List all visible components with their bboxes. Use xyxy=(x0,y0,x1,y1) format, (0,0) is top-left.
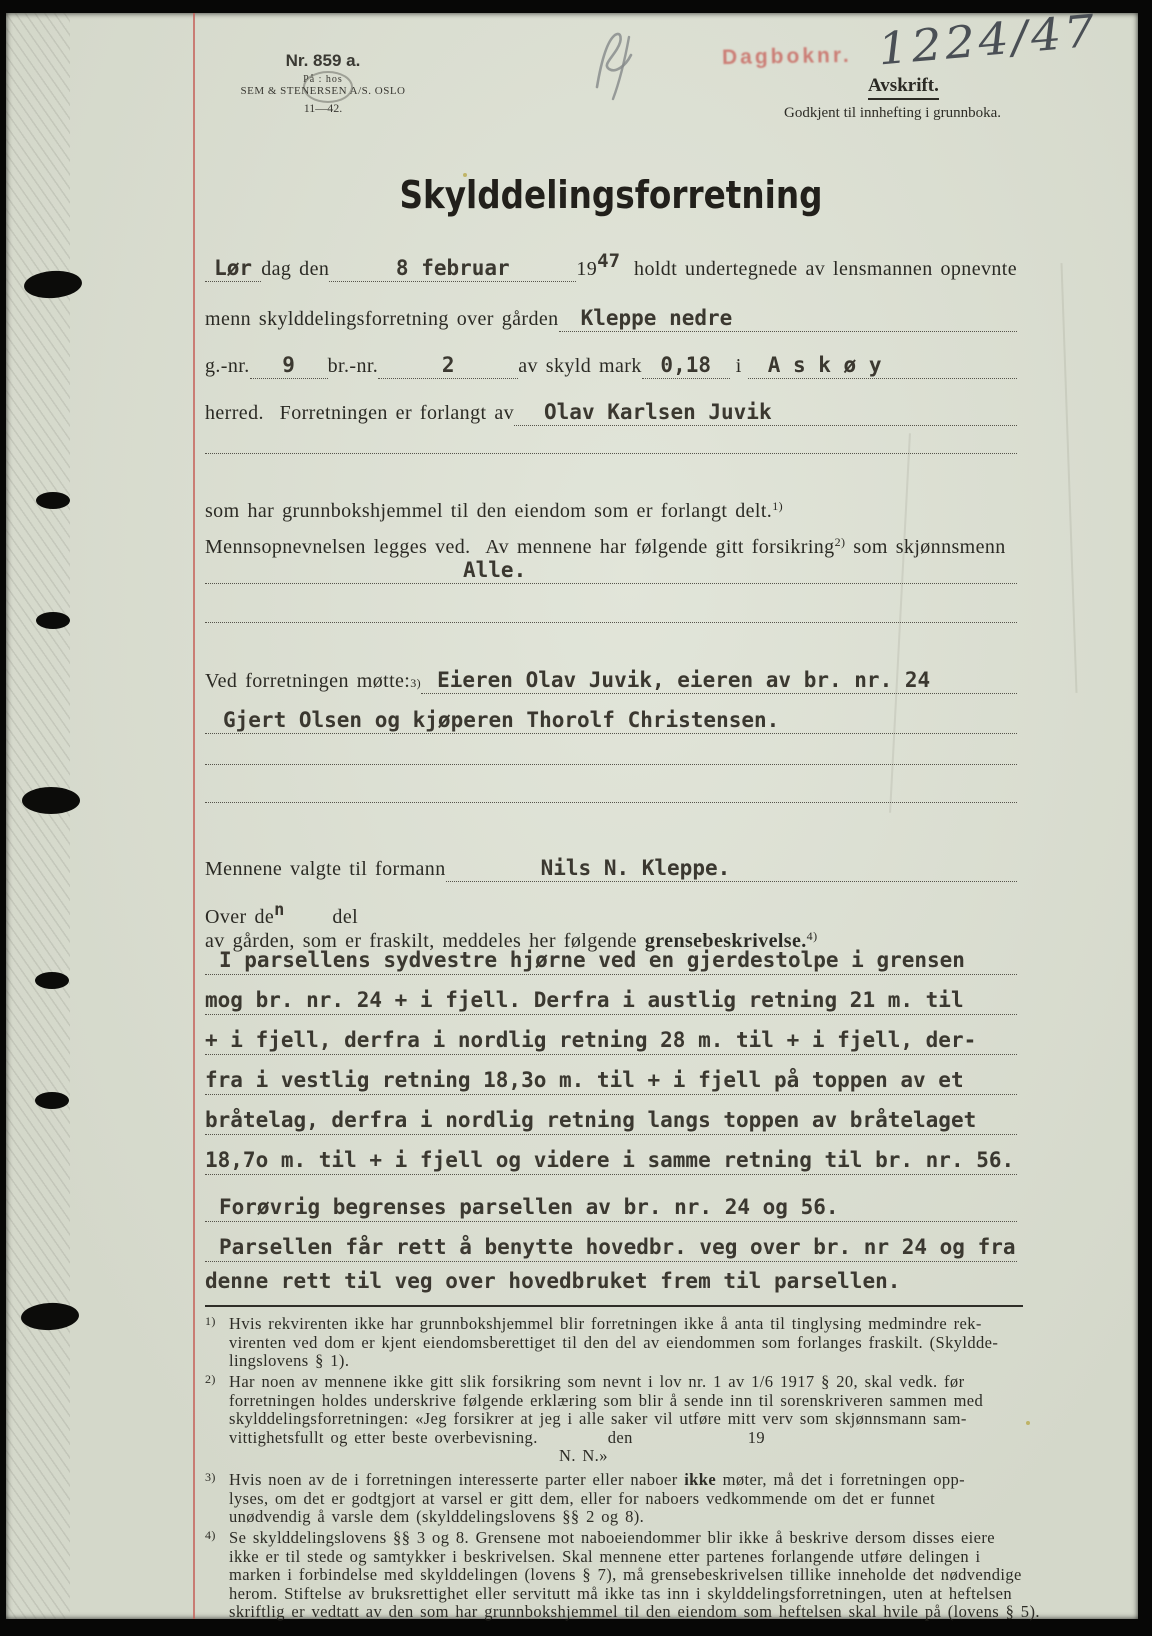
avskrift-heading: Avskrift. xyxy=(868,75,939,100)
menns-text: Mennsopnevnelsen legges ved. Av mennene har følgende gitt forsikring xyxy=(205,536,835,558)
approval-note: Godkjent til innhefting i grunnboka. xyxy=(784,105,1002,121)
description-line: Parsellen får rett å benytte hovedbr. veg over br. nr 24 og fra xyxy=(205,1232,1017,1262)
label-gnr: g.-nr. xyxy=(205,355,250,377)
over-pre: Over de xyxy=(205,906,275,928)
crease-mark xyxy=(1060,263,1077,693)
footnote-3: 3) Hvis noen av de i forretningen interesserte parter eller naboer ikke møter, må det i forretningen opp- lyses, om det er godtgjort at varsel er gitt dem, eller for naboers vedkommende om det er funnet unødvendig å varsle dem (skylddelingslovens §§ 2 og 8). xyxy=(205,1470,966,1526)
label-brnr: br.-nr. xyxy=(327,355,379,377)
round-stamp xyxy=(303,71,353,103)
requester-typed: Olav Karlsen Juvik xyxy=(544,400,772,424)
municipality-typed: A s k ø y xyxy=(767,353,882,377)
weekday-typed: Lør xyxy=(214,256,253,280)
description-line: mog br. nr. 24 + i fjell. Derfra i austlig retning 21 m. til xyxy=(205,985,1017,1015)
alle-typed: Alle. xyxy=(463,558,527,582)
form-row-alle xyxy=(205,558,1017,588)
punch-hole xyxy=(35,972,69,989)
printer-imprint xyxy=(230,51,416,116)
description-line: Forøvrig begrenses parsellen av br. nr. 24 og 56. xyxy=(205,1192,1017,1222)
menns-text-post: som skjønnsmenn xyxy=(845,536,1006,558)
pencil-hatching xyxy=(6,13,70,1619)
label-herred: herred. Forretningen er forlangt av xyxy=(205,402,515,424)
oath-year-label: 19 xyxy=(747,1427,766,1447)
description-line: bråtelag, derfra i nordlig retning langs toppen av bråtelaget xyxy=(205,1105,1017,1135)
brnr-typed: 2 xyxy=(441,353,455,377)
description-line: + i fjell, derfra i nordlig retning 28 m. til + i fjell, der- xyxy=(205,1025,1017,1055)
blank-form-line xyxy=(205,453,1017,479)
print-date: 11—42. xyxy=(303,101,343,115)
label-formann: Mennene valgte til formann xyxy=(205,858,446,880)
over-mid: av gården, som er fraskilt, meddeles her følgende xyxy=(205,930,645,952)
oath-signature: N. N.» xyxy=(559,1446,608,1465)
year-typed: 47 xyxy=(597,250,621,272)
footnote-4: 4) Se skylddelingslovens §§ 3 og 8. Grensene mot naboeiendommer blir ikke å beskrive dersom disses eiere ikke er til stede og samtykker i beskrivelsen. Skal mennene etter partenes forlangende utføre delingen i marken i forbindelse med skylddelingen (lovens § 7), må grensebeskrivelsen tillike inneholde det nødvendige herom. Stiftelse av bruksrettighet eller servitutt må ikke tas inn i skylddelingsforretningen, uten at heftelsen skriftlig er vedtatt av den som har grunnbokshjemmel til den eiendom som heftelsen skal hvile på (lovens § 5). xyxy=(205,1528,1040,1621)
over-del: del xyxy=(332,906,359,928)
skyld-typed: 0,18 xyxy=(660,353,711,377)
punch-hole xyxy=(22,787,80,814)
footnote-ref-4: 4) xyxy=(806,929,818,943)
form-row-gnr xyxy=(205,353,1017,385)
punch-hole xyxy=(36,492,70,509)
attendees-typed-1: Eieren Olav Juvik, eieren av br. nr. 24 xyxy=(437,668,931,692)
form-row-formann xyxy=(205,856,1017,888)
footnote-number: 4) xyxy=(205,1528,216,1542)
form-row-date xyxy=(205,250,1017,288)
journal-number-handwritten: 1224/47 xyxy=(876,5,1100,76)
label-motte: Ved forretningen møtte: xyxy=(205,670,411,692)
footnote-1: 1) Hvis rekvirenten ikke har grunnbokshjemmel blir forretningen ikke å anta til tinglysing medmindre rek- virenten ved dom er kjent eiendomsberettiget til den del av eiendommen som forlanges fraskilt. (Skyldde- lingslovens § 1). xyxy=(205,1314,999,1370)
description-line: fra i vestlig retning 18,3o m. til + i fjell på toppen av et xyxy=(205,1065,1017,1095)
imprint-line: På : hos xyxy=(303,74,343,85)
blank-form-line xyxy=(205,622,1017,648)
hjemmel-line xyxy=(205,499,1025,523)
document-title: Skylddelingsforretning xyxy=(399,173,823,217)
footnote-separator xyxy=(205,1305,1023,1307)
dagbok-stamp: Dagboknr. xyxy=(721,43,852,70)
hjemmel-text: som har grunnbokshjemmel til den eiendom som er forlangt delt. xyxy=(205,500,773,522)
farm-typed: Kleppe nedre xyxy=(580,306,733,330)
over-sup-typed: n xyxy=(274,900,285,920)
printer-name: SEM & STENERSEN A/S. OSLO xyxy=(240,85,406,97)
label-line1-rest: holdt undertegnede av lensmannen opnevnte xyxy=(634,258,1017,280)
form-row-motte-2 xyxy=(205,708,1017,740)
form-row-farm xyxy=(205,306,1017,338)
label-farm: menn skylddelingsforretning over gården xyxy=(205,308,559,330)
label-dag-den: dag den xyxy=(261,258,330,280)
form-row-requester xyxy=(205,400,1017,432)
footnote-number: 1) xyxy=(205,1314,216,1328)
over-bold: grensebeskrivelse. xyxy=(644,930,807,952)
footnote-ref-3: 3) xyxy=(410,676,422,690)
footnote-ref-1: 1) xyxy=(772,499,783,513)
pencil-initials xyxy=(585,25,655,105)
attendees-typed-2: Gjert Olsen og kjøperen Thorolf Christensen. xyxy=(223,708,780,732)
label-year-19: 19 xyxy=(576,258,598,280)
description-line: 18,7o m. til + i fjell og videre i samme retning til br. nr. 56. xyxy=(205,1145,1017,1175)
description-line: denne rett til veg over hovedbruket frem til parsellen. xyxy=(205,1269,901,1293)
formann-typed: Nils N. Kleppe. xyxy=(540,856,731,880)
footnote-ref-2: 2) xyxy=(834,535,846,549)
form-row-motte xyxy=(205,668,1017,700)
form-number: Nr. 859 a. xyxy=(285,51,361,70)
footnote-2: 2) Har noen av mennene ikke gitt slik forsikring som nevnt i lov nr. 1 av 1/6 1917 § 20, skal vedk. før forretningen holdes underskrive følgende erklæring som blir å sende inn til sorenskriveren sammen med skylddelingsforretningen: «Jeg forsikrer at jeg i alle saker vil utføre mitt verv som skjønnsmann sam- vittighetsfullt og etter beste overbevisning. den 19 N. N.» xyxy=(229,1373,1042,1466)
footnote-number: 2) xyxy=(205,1372,216,1386)
margin-line xyxy=(193,13,195,1619)
punch-hole xyxy=(36,612,70,629)
gnr-typed: 9 xyxy=(282,353,295,377)
label-skyld: av skyld mark xyxy=(518,355,642,377)
blank-form-line xyxy=(205,764,1017,790)
label-i: i xyxy=(735,355,742,377)
document-page xyxy=(6,5,1138,1621)
footnote-number: 3) xyxy=(205,1470,216,1484)
description-line: I parsellens sydvestre hjørne ved en gjerdestolpe i grensen xyxy=(205,945,1017,975)
punch-hole xyxy=(35,1092,69,1109)
date-typed: 8 februar xyxy=(395,256,510,280)
menns-line xyxy=(205,535,1025,559)
oath-den-label: den xyxy=(607,1427,633,1447)
blank-form-line xyxy=(205,802,1017,828)
